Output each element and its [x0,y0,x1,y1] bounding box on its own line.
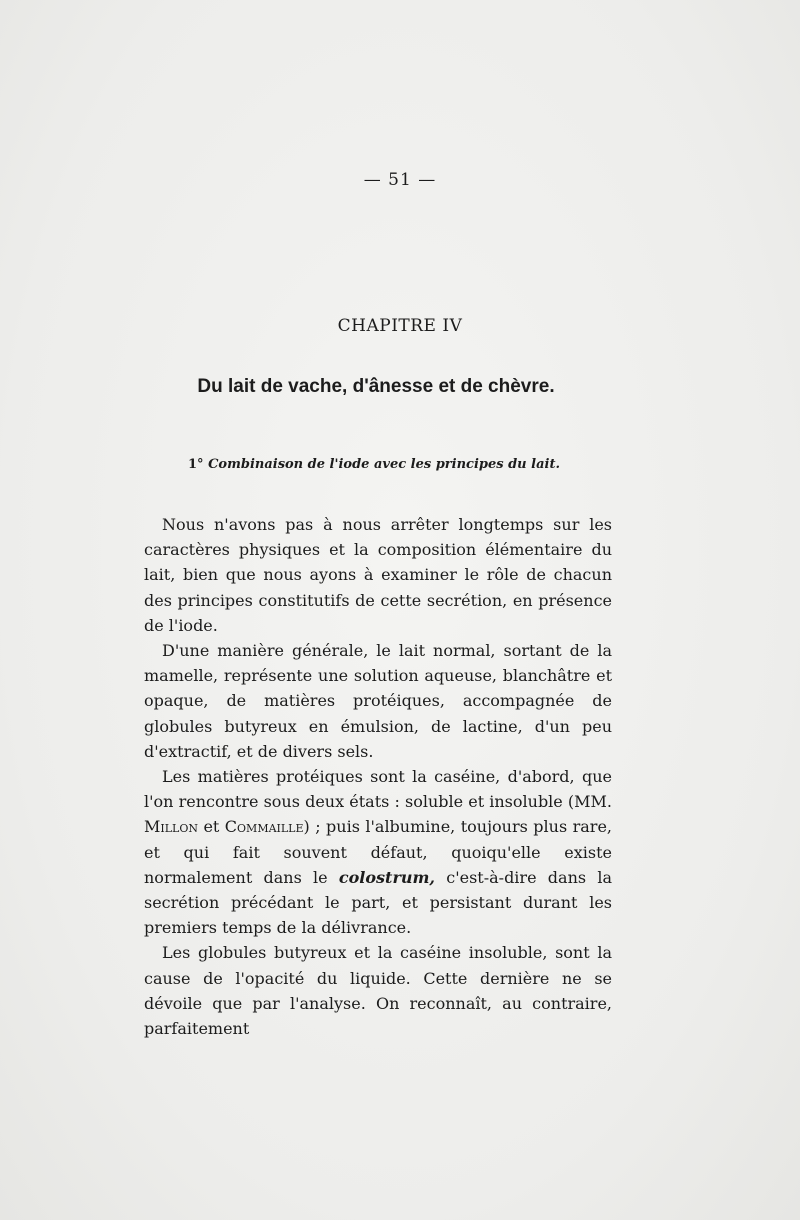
section-title: Du lait de vache, d'ânesse et de chèvre. [197,376,555,397]
paragraph-3 [144,764,612,940]
paragraph-3-part-c: c'est-à-dire dans la secrétion précédant le part, et persistant durant les premiers temps de la délivrance. [144,867,612,938]
paragraph-1: Nous n'avons pas à nous arrêter longtemps sur les caractères physiques et la composition élémentaire du lait, bien que nous ayons à examiner le rôle de chacun des principes constitutifs de cette secrétion, en présence de l'iode. [144,515,612,635]
term-colostrum: colostrum, [338,867,435,887]
author-commaille: Commaille [224,817,304,837]
page-number: — 51 — [363,170,437,190]
paragraph-2: D'une manière générale, le lait normal, sortant de la mamelle, représente une solution aqueuse, blanchâtre et opaque, de matières protéiques, accompagnée de globules butyreux en émulsion, de lactine, d'un peu d'extractif, et de divers sels. [144,641,612,761]
paragraph-3-part-a: Les matières protéiques sont la caséine, d'abord, que l'on rencontre sous deux états : soluble et insoluble (MM. [144,767,612,812]
subsection-heading: Combinaison de l'iode avec les principes du lait. [208,457,560,472]
subsection-title [0,457,748,472]
paragraph-3-and: et [197,817,225,837]
paragraph-4: Les globules butyreux et la caséine insoluble, sont la cause de l'opacité du liquide. Cette dernière ne se dévoile que par l'analyse. On reconnaît, au contraire, parfaitement [144,943,612,1039]
paragraph-3-part-b: ) ; puis l'albumine, toujours plus rare, et qui fait souvent défaut, quoiqu'elle existe normalement dans le [144,817,612,887]
subsection-number: 1° [188,457,204,472]
chapter-title: CHAPITRE IV [337,316,463,336]
body-text [144,512,612,1041]
author-millon: Millon [144,817,198,837]
